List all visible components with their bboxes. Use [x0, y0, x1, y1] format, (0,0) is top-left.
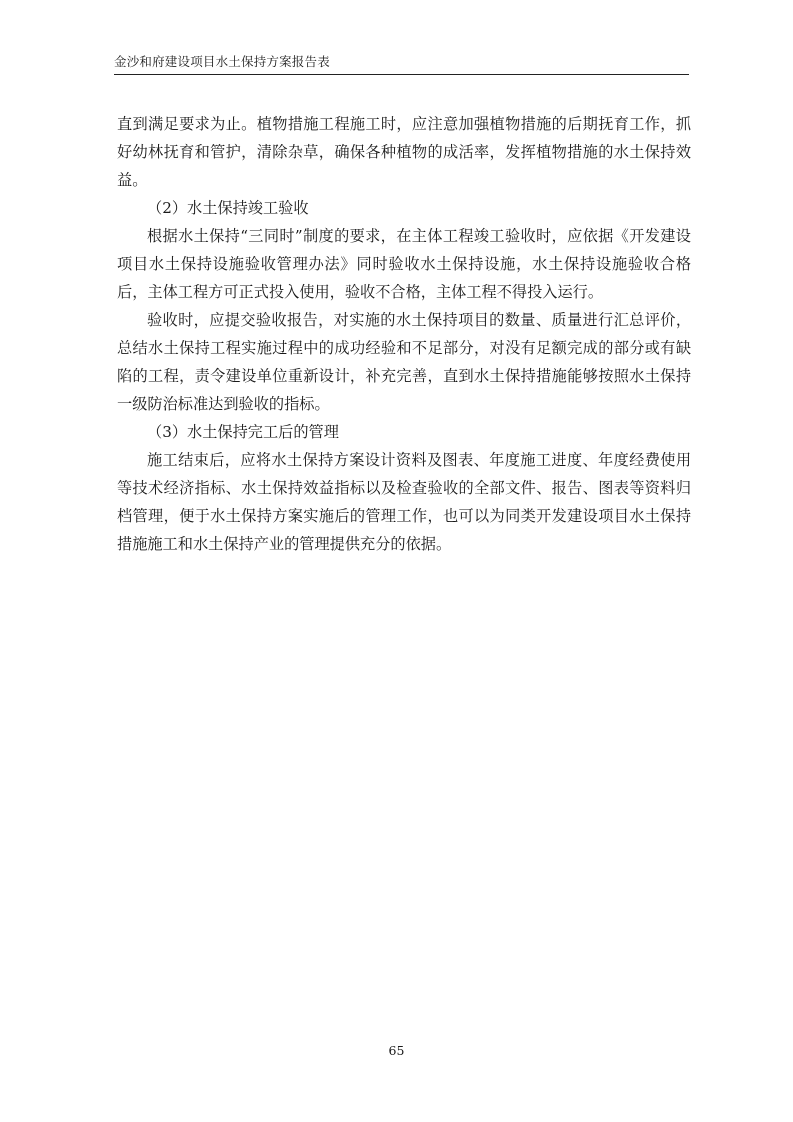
section-heading-post-management: （3）水土保持完工后的管理 — [147, 423, 339, 441]
document-body — [117, 110, 691, 558]
paragraph-acceptance-rules: 根据水土保持“三同时”制度的要求，在主体工程竣工验收时，应依据《开发建设项目水土保持设施验收管理办法》同时验收水土保持设施，水土保持设施验收合格后，主体工程方可正式投入使用，验收不合格，主体工程不得投入运行。 — [117, 227, 691, 301]
header-title: 金沙和府建设项目水土保持方案报告表 — [114, 54, 330, 69]
paragraph-acceptance-report: 验收时，应提交验收报告，对实施的水土保持项目的数量、质量进行汇总评价，总结水土保持工程实施过程中的成功经验和不足部分，对没有足额完成的部分或有缺陷的工程，责令建设单位重新设计，补充完善，直到水土保持措施能够按照水土保持一级防治标准达到验收的指标。 — [117, 311, 691, 413]
section-heading-acceptance: （2）水土保持竣工验收 — [147, 199, 309, 217]
paragraph-post-management: 施工结束后，应将水土保持方案设计资料及图表、年度施工进度、年度经费使用等技术经济指标、水土保持效益指标以及检查验收的全部文件、报告、图表等资料归档管理，便于水土保持方案实施后的管理工作，也可以为同类开发建设项目水土保持措施施工和水土保持产业的管理提供充分的依据。 — [117, 451, 691, 553]
paragraph-continued: 直到满足要求为止。植物措施工程施工时，应注意加强植物措施的后期抚育工作，抓好幼林抚育和管护，清除杂草，确保各种植物的成活率，发挥植物措施的水土保持效益。 — [117, 115, 691, 189]
page-header — [114, 54, 689, 75]
page-number: 65 — [388, 1043, 405, 1058]
